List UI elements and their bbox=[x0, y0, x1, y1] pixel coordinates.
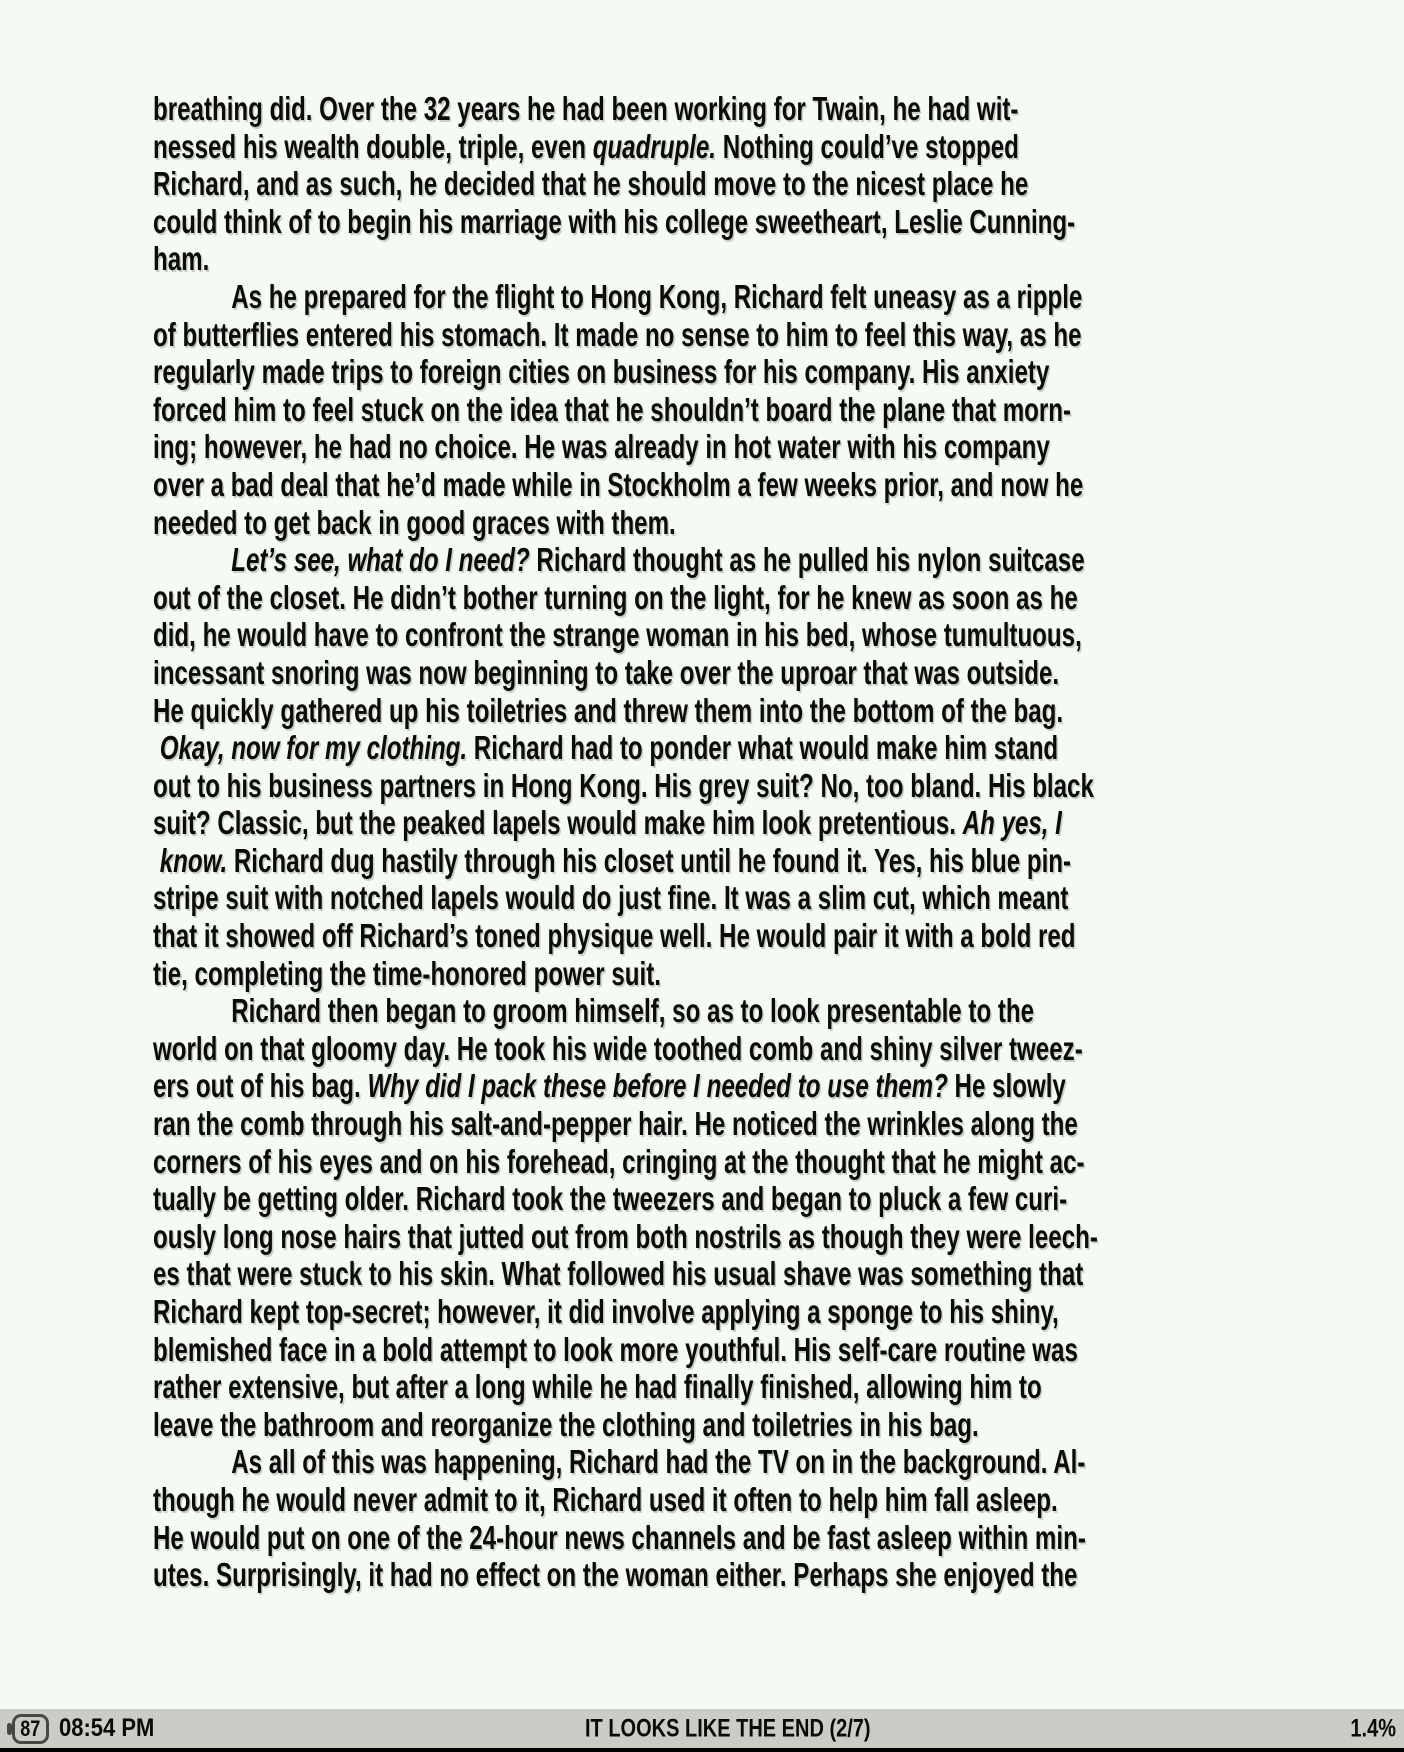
text-run: blemished face in a bold attempt to look more youthful. His self-care routine was bbox=[153, 1330, 1078, 1368]
italic-text-run: Why did I pack these before I needed to use them? bbox=[367, 1067, 948, 1105]
text-run: Richard, and as such, he decided that he should move to the nicest place he bbox=[153, 165, 1029, 203]
text-line bbox=[153, 203, 1258, 241]
text-run: ran the comb through his salt-and-pepper hair. He noticed the wrinkles along the bbox=[153, 1105, 1078, 1143]
text-run: did, he would have to confront the strange woman in his bed, whose tumultuous, bbox=[153, 616, 1082, 654]
text-line bbox=[153, 1519, 1258, 1557]
text-line bbox=[153, 1556, 1258, 1594]
text-run: Richard had to ponder what would make him stand bbox=[467, 729, 1059, 767]
text-line bbox=[153, 1255, 1258, 1293]
text-line bbox=[153, 428, 1258, 466]
text-line bbox=[153, 391, 1258, 429]
text-line bbox=[153, 128, 1258, 166]
text-run: breathing did. Over the 32 years he had been working for Twain, he had wit- bbox=[153, 90, 1019, 127]
text-line bbox=[153, 1331, 1258, 1369]
text-run: suit? Classic, but the peaked lapels would make him look pretentious. bbox=[153, 804, 963, 842]
text-run: As he prepared for the flight to Hong Kong, Richard felt uneasy as a ripple bbox=[231, 277, 1083, 315]
text-line bbox=[153, 1481, 1258, 1519]
text-run: incessant snoring was now beginning to take over the uproar that was outside. bbox=[153, 653, 1060, 691]
status-bar[interactable] bbox=[0, 1709, 1404, 1748]
paragraph bbox=[153, 1443, 1258, 1593]
text-run: of butterflies entered his stomach. It made no sense to him to feel this way, as he bbox=[153, 315, 1082, 353]
text-run: Richard kept top-secret; however, it did involve applying a sponge to his shiny, bbox=[153, 1293, 1059, 1330]
text-line bbox=[153, 616, 1258, 654]
text-run: Richard then began to groom himself, so as to look presentable to the bbox=[231, 992, 1035, 1030]
text-line bbox=[153, 729, 1258, 767]
book-page-text[interactable] bbox=[153, 90, 1258, 1594]
reading-progress-percent: 1.4% bbox=[1350, 1714, 1396, 1742]
text-run: es that were stuck to his skin. What followed his usual shave was something that bbox=[153, 1255, 1084, 1293]
text-run: world on that gloomy day. He took his wide toothed comb and shiny silver tweez- bbox=[153, 1029, 1083, 1067]
text-run: ers out of his bag. bbox=[153, 1067, 368, 1105]
paragraph bbox=[153, 278, 1258, 541]
text-run: though he would never admit to it, Richard used it often to help him fall asleep. bbox=[153, 1480, 1058, 1518]
text-line bbox=[153, 992, 1258, 1030]
text-run: tie, completing the time-honored power suit. bbox=[153, 954, 661, 992]
text-line bbox=[153, 466, 1258, 504]
text-line bbox=[153, 692, 1258, 730]
clock-time: 08:54 PM bbox=[59, 1714, 155, 1742]
italic-text-run: Okay, now for my clothing. bbox=[153, 729, 468, 767]
text-line bbox=[153, 579, 1258, 617]
book-title-and-chapter-progress: IT LOOKS LIKE THE END (2/7) bbox=[585, 1714, 871, 1742]
text-line bbox=[153, 917, 1258, 955]
text-run: utes. Surprisingly, it had no effect on the woman either. Perhaps she enjoyed the bbox=[153, 1556, 1078, 1594]
text-run: out of the closet. He didn’t bother turning on the light, for he knew as soon as he bbox=[153, 578, 1078, 616]
text-line bbox=[153, 1218, 1258, 1256]
text-run: rather extensive, but after a long while he had finally finished, allowing him to bbox=[153, 1368, 1042, 1406]
text-line bbox=[153, 1443, 1258, 1481]
text-run: Richard thought as he pulled his nylon suitcase bbox=[529, 541, 1085, 579]
text-run: leave the bathroom and reorganize the clothing and toiletries in his bag. bbox=[153, 1405, 979, 1443]
text-line bbox=[153, 654, 1258, 692]
text-line bbox=[153, 504, 1258, 542]
italic-text-run: quadruple. bbox=[592, 127, 717, 165]
text-line bbox=[153, 767, 1258, 805]
battery-percent: 87 bbox=[20, 1715, 41, 1741]
text-line bbox=[153, 165, 1258, 203]
text-run: ham. bbox=[153, 240, 210, 278]
paragraph bbox=[153, 992, 1258, 1443]
battery-icon bbox=[12, 1714, 49, 1744]
text-line bbox=[153, 1067, 1258, 1105]
text-line bbox=[153, 1406, 1258, 1444]
text-run: stripe suit with notched lapels would do just fine. It was a slim cut, which meant bbox=[153, 879, 1069, 917]
text-run: tually be getting older. Richard took the tweezers and began to pluck a few curi- bbox=[153, 1180, 1068, 1218]
italic-text-run: Let’s see, what do I need? bbox=[231, 541, 530, 579]
text-run: corners of his eyes and on his forehead, cringing at the thought that he might ac- bbox=[153, 1142, 1085, 1180]
paragraph bbox=[153, 90, 1258, 278]
text-line bbox=[153, 353, 1258, 391]
status-bar-left bbox=[12, 1709, 167, 1748]
text-line bbox=[153, 1030, 1258, 1068]
screen-bottom-edge bbox=[0, 1748, 1404, 1752]
text-line bbox=[153, 1293, 1258, 1331]
text-run: that it showed off Richard’s toned physique well. He would pair it with a bold red bbox=[153, 917, 1076, 955]
text-run: over a bad deal that he’d made while in Stockholm a few weeks prior, and now he bbox=[153, 465, 1084, 503]
paragraph bbox=[153, 541, 1258, 992]
text-run: He quickly gathered up his toiletries and threw them into the bottom of the bag. bbox=[153, 691, 1064, 729]
text-line bbox=[153, 278, 1258, 316]
text-line bbox=[153, 240, 1258, 278]
italic-text-run: know. bbox=[153, 841, 228, 879]
text-line bbox=[153, 316, 1258, 354]
text-line bbox=[153, 955, 1258, 993]
text-run: As all of this was happening, Richard had the TV on in the background. Al- bbox=[231, 1443, 1086, 1481]
text-line bbox=[153, 1368, 1258, 1406]
text-run: ously long nose hairs that jutted out from both nostrils as though they were leech- bbox=[153, 1217, 1098, 1255]
text-run: out to his business partners in Hong Kong. His grey suit? No, too bland. His black bbox=[153, 766, 1094, 804]
text-line bbox=[153, 1105, 1258, 1143]
text-line bbox=[153, 1180, 1258, 1218]
text-run: ing; however, he had no choice. He was already in hot water with his company bbox=[153, 428, 1050, 466]
text-line bbox=[153, 90, 1258, 128]
text-run: nessed his wealth double, triple, even bbox=[153, 127, 593, 165]
italic-text-run: Ah yes, I bbox=[962, 804, 1062, 842]
text-run: needed to get back in good graces with them. bbox=[153, 503, 676, 541]
text-run: forced him to feel stuck on the idea that he shouldn’t board the plane that morn- bbox=[153, 390, 1072, 428]
text-run: Nothing could’ve stopped bbox=[716, 127, 1019, 165]
text-run: He would put on one of the 24-hour news channels and be fast asleep within min- bbox=[153, 1518, 1086, 1556]
text-line bbox=[153, 879, 1258, 917]
text-line bbox=[153, 804, 1258, 842]
text-run: Richard dug hastily through his closet until he found it. Yes, his blue pin- bbox=[227, 841, 1072, 879]
text-line bbox=[153, 541, 1258, 579]
text-line bbox=[153, 842, 1258, 880]
text-run: could think of to begin his marriage with his college sweetheart, Leslie Cunning- bbox=[153, 202, 1076, 240]
text-run: He slowly bbox=[947, 1067, 1066, 1105]
text-line bbox=[153, 1143, 1258, 1181]
text-run: regularly made trips to foreign cities on business for his company. His anxiety bbox=[153, 353, 1050, 391]
